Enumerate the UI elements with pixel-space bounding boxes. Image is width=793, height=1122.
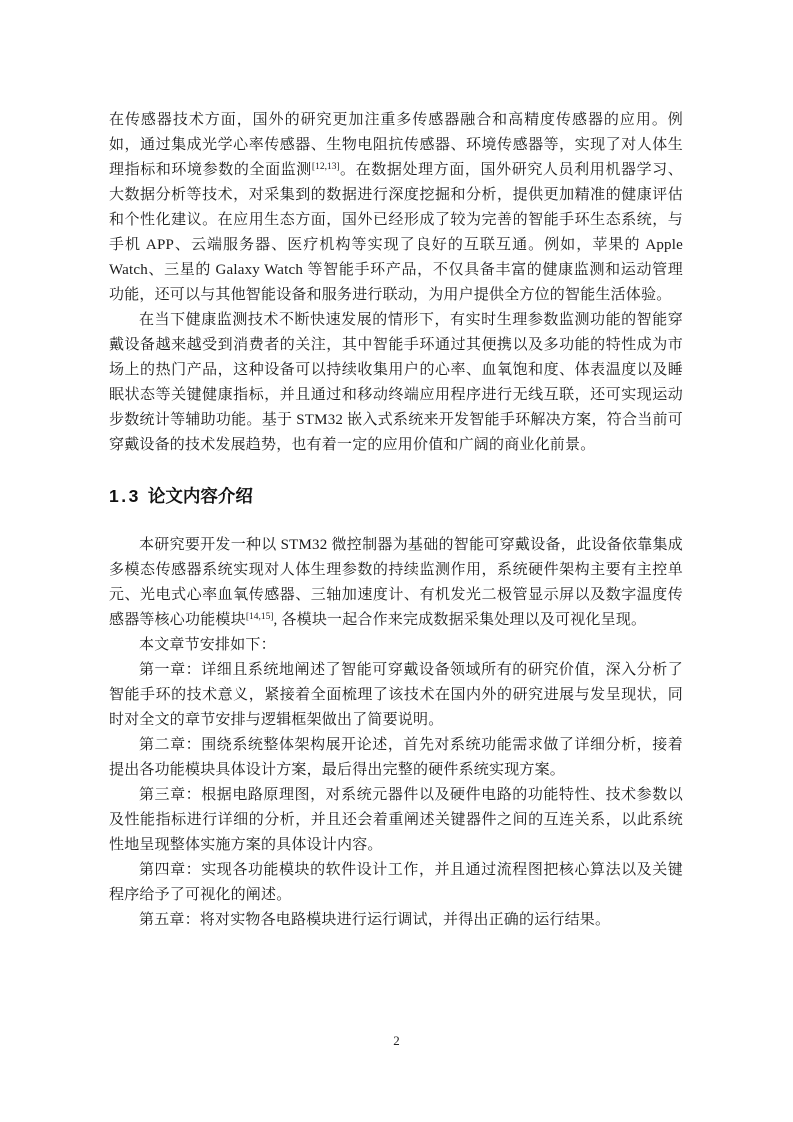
paragraph-text: 在传感器技术方面，国外的研究更加注重多传感器融合和高精度传感器的应用。例如，通过集成光学心率传感器、生物电阻抗传感器、环境传感器等，实现了对人体生理指标和环境参数的全面监测 xyxy=(109,112,683,178)
paragraph xyxy=(109,533,683,633)
paragraph: 第一章：详细且系统地阐述了智能可穿戴设备领域所有的研究价值，深入分析了智能手环的技术意义，紧接着全面梳理了该技术在国内外的研究进展与发呈现状，同时对全文的章节安排与逻辑框架做出了简要说明。 xyxy=(109,662,683,728)
section-title: 论文内容介绍 xyxy=(147,486,253,506)
section-number: 1.3 xyxy=(109,486,141,506)
paragraph-text: , 各模块一起合作来完成数据采集处理以及可视化呈现。 xyxy=(273,612,647,628)
paragraph xyxy=(109,108,683,308)
section-heading xyxy=(109,483,683,508)
page-body xyxy=(109,108,683,933)
paragraph-text: 。在数据处理方面，国外研究人员利用机器学习、大数据分析等技术，对采集到的数据进行深度挖掘和分析，提供更加精准的健康评估和个性化建议。在应用生态方面，国外已经形成了较为完善的智能手环生态系统，与手机 APP、云端服务器、医疗机构等实现了良好的互联互通。例如，苹果的 Apple Watch、三星的 Galaxy Watch 等智能手环产品，不仅具备丰富的健康监测和运动管理功能，还可以与其他智能设备和服务进行联动，为用户提供全方位的智能生活体验。 xyxy=(109,162,683,303)
citation-superscript: [14,15] xyxy=(245,612,274,622)
page-number: 2 xyxy=(393,1033,400,1048)
paragraph: 第五章：将对实物各电路模块进行运行调试，并得出正确的运行结果。 xyxy=(139,912,611,928)
paragraph: 在当下健康监测技术不断快速发展的情形下，有实时生理参数监测功能的智能穿戴设备越来越受到消费者的关注，其中智能手环通过其便携以及多功能的特性成为市场上的热门产品，这种设备可以持续收集用户的心率、血氧饱和度、体表温度以及睡眠状态等关键健康指标，并且通过和移动终端应用程序进行无线互联，还可实现运动步数统计等辅助功能。基于 STM32 嵌入式系统来开发智能手环解决方案，符合当前可穿戴设备的技术发展趋势，也有着一定的应用价值和广阔的商业化前景。 xyxy=(109,312,683,453)
paragraph: 第四章：实现各功能模块的软件设计工作，并且通过流程图把核心算法以及关键程序给予了可视化的阐述。 xyxy=(109,862,683,903)
citation-superscript: [12,13] xyxy=(311,162,340,172)
paragraph: 本文章节安排如下： xyxy=(139,637,276,653)
paragraph: 第二章：围绕系统整体架构展开论述，首先对系统功能需求做了详细分析，接着提出各功能模块具体设计方案，最后得出完整的硬件系统实现方案。 xyxy=(109,737,683,778)
paragraph: 第三章：根据电路原理图，对系统元器件以及硬件电路的功能特性、技术参数以及性能指标进行详细的分析，并且还会着重阐述关键器件之间的互连关系，以此系统性地呈现整体实施方案的具体设计内容。 xyxy=(109,787,683,853)
paragraph-text: 本研究要开发一种以 STM32 微控制器为基础的智能可穿戴设备，此设备依靠集成多模态传感器系统实现对人体生理参数的持续监测作用，系统硬件架构主要有主控单元、光电式心率血氧传感器、三轴加速度计、有机发光二极管显示屏以及数字温度传感器等核心功能模块 xyxy=(109,537,683,628)
